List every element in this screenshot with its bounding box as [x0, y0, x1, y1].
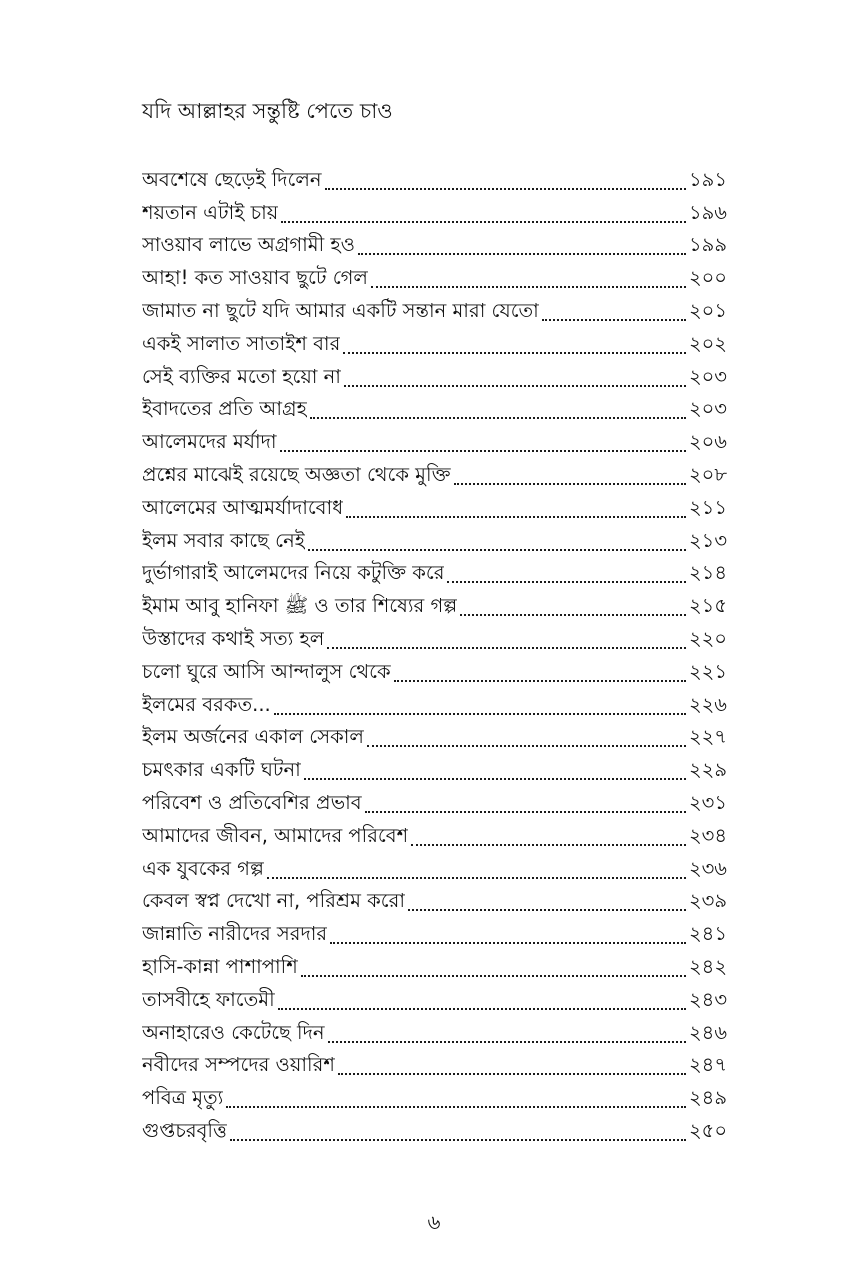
toc-entry-title: পবিত্র মৃত্যু [142, 1086, 224, 1110]
toc-entry-page-number: ২১৪ [689, 561, 727, 585]
dot-leader [338, 1073, 686, 1075]
toc-entry [142, 357, 727, 390]
toc-entry [142, 718, 727, 751]
toc-entry-page-number: ২৪৬ [688, 1020, 727, 1044]
dot-leader [358, 253, 686, 255]
toc-entry-page-number: ১৯১ [689, 167, 727, 191]
toc-entry-page-number: ২১১ [689, 495, 727, 519]
dot-leader [267, 877, 686, 879]
toc-entry [142, 586, 727, 619]
toc-entry [142, 1046, 727, 1079]
toc-entry-page-number: ২০৬ [688, 430, 727, 454]
toc-entry-page-number: ২২০ [688, 626, 727, 650]
dot-leader [411, 844, 686, 846]
toc-entry-title: প্রশ্নের মাঝেই রয়েছে অজ্ঞতা থেকে মুক্তি [142, 462, 451, 486]
toc-entry-title: ইলম সবার কাছে নেই [142, 528, 305, 552]
toc-entry [142, 947, 727, 980]
toc-entry-page-number: ১৯৯ [689, 233, 727, 257]
dot-leader [301, 975, 686, 977]
toc-entry-title: সেই ব্যক্তির মতো হয়ো না [142, 364, 341, 388]
toc-entry-title: ইমাম আবু হানিফা ﷺ ও তার শিষ্যের গল্প [142, 594, 458, 618]
toc-entry [142, 882, 727, 915]
toc-entry-title: তাসবীহে ফাতেমী [142, 987, 275, 1011]
toc-entry [142, 324, 727, 357]
dot-leader [327, 647, 686, 649]
toc-entry [142, 750, 727, 783]
dot-leader [408, 909, 686, 911]
toc-entry-page-number: ২৪১ [689, 922, 727, 946]
toc-entry [142, 652, 727, 685]
toc-entry-page-number: ২০৮ [688, 462, 727, 486]
toc-entry-page-number: ২৩৪ [688, 823, 727, 847]
toc-entry-title: কেবল স্বপ্ন দেখো না, পরিশ্রম করো [142, 889, 405, 913]
dot-leader [304, 778, 686, 780]
toc-entry-title: দুর্ভাগারাই আলেমদের নিয়ে কটুক্তি করে [142, 561, 445, 585]
page-number: ৬ [427, 1210, 441, 1234]
dot-leader [280, 450, 686, 452]
dot-leader [460, 614, 686, 616]
toc-entry [142, 390, 727, 423]
toc-entry-title: গুপ্তচরবৃত্তি [142, 1118, 227, 1142]
toc-entry-title: উস্তাদের কথাই সত্য হল [142, 626, 325, 650]
dot-leader [278, 1008, 686, 1010]
toc-entry-page-number: ১৯৬ [689, 200, 727, 224]
dot-leader [281, 221, 686, 223]
dot-leader [343, 352, 686, 354]
toc-entry-page-number: ২০৩ [688, 364, 727, 388]
toc-entry-title: ইলমের বরকত... [142, 692, 271, 716]
toc-entry-page-number: ২০৩ [688, 397, 727, 421]
dot-leader [226, 1106, 686, 1108]
toc-entry [142, 554, 727, 587]
toc-entry [142, 488, 727, 521]
toc-entry-title: জান্নাতি নারীদের সরদার [142, 922, 328, 946]
toc-entry-page-number: ২০২ [688, 331, 727, 355]
toc-entry [142, 1111, 727, 1144]
toc-entry-title: ইলম অর্জনের একাল সেকাল [142, 725, 364, 749]
toc-entry-title: চমৎকার একটি ঘটনা [142, 758, 301, 782]
dot-leader [310, 417, 686, 419]
dot-leader [308, 549, 686, 551]
toc-entry-page-number: ২১৩ [688, 528, 727, 552]
toc-entry-page-number: ২২৬ [688, 692, 727, 716]
toc-entry-title: একই সালাত সাতাইশ বার [142, 331, 341, 355]
toc-entry-title: ইবাদতের প্রতি আগ্রহ [142, 397, 307, 421]
toc-entry [142, 619, 727, 652]
dot-leader [274, 713, 686, 715]
toc-entry [142, 521, 727, 554]
toc-entry-title: শয়তান এটাই চায় [142, 200, 279, 224]
toc-entry-title: চলো ঘুরে আসি আন্দালুস থেকে [142, 659, 391, 683]
toc-entry [142, 160, 727, 193]
toc-entry-page-number: ২৪৭ [688, 1053, 727, 1077]
toc-entry-title: হাসি-কান্না পাশাপাশি [142, 954, 298, 978]
dot-leader [346, 516, 686, 518]
running-head: যদি আল্লাহর সন্তুষ্টি পেতে চাও [142, 99, 393, 123]
toc-entry-title: জামাত না ছুটে যদি আমার একটি সন্তান মারা যেতো [142, 298, 539, 322]
toc-entry-page-number: ২১৫ [689, 594, 727, 618]
toc-entry [142, 422, 727, 455]
dot-leader [447, 581, 686, 583]
toc-entry [142, 1013, 727, 1046]
toc-entry [142, 783, 727, 816]
dot-leader [365, 811, 686, 813]
toc-entry [142, 980, 727, 1013]
dot-leader [367, 745, 686, 747]
toc-entry-title: আলেমদের মর্যাদা [142, 430, 277, 454]
toc-entry [142, 455, 727, 488]
toc-entry-page-number: ২৪২ [688, 954, 727, 978]
toc-entry-title: সাওয়াব লাভে অগ্রগামী হও [142, 233, 355, 257]
toc-entry [142, 291, 727, 324]
toc-entry [142, 685, 727, 718]
toc-entry [142, 849, 727, 882]
toc-entry-page-number: ২৩১ [688, 790, 727, 814]
toc-entry [142, 914, 727, 947]
toc-entry-page-number: ২৩৯ [688, 889, 727, 913]
toc-entry-page-number: ২৪৯ [689, 1086, 727, 1110]
dot-leader [371, 286, 686, 288]
toc-entry [142, 226, 727, 259]
toc-entry-title: পরিবেশ ও প্রতিবেশির প্রভাব [142, 790, 362, 814]
toc-entry-page-number: ২৩৬ [688, 856, 727, 880]
toc-entry-title: আহা! কত সাওয়াব ছুটে গেল [142, 266, 368, 290]
toc-entry-page-number: ২২৯ [688, 758, 727, 782]
toc-entry-page-number: ২০০ [688, 266, 727, 290]
toc-entry [142, 1078, 727, 1111]
toc-entry [142, 816, 727, 849]
toc-entry-title: অনাহারেও কেটেছে দিন [142, 1020, 325, 1044]
toc-entry-page-number: ২৪৩ [688, 987, 727, 1011]
toc-entry-page-number: ২৫০ [688, 1118, 727, 1142]
toc-entry [142, 193, 727, 226]
dot-leader [394, 680, 686, 682]
toc-entry-title: নবীদের সম্পদের ওয়ারিশ [142, 1053, 335, 1077]
toc-entry-title: আমাদের জীবন, আমাদের পরিবেশ [142, 823, 409, 847]
dot-leader [344, 385, 686, 387]
toc-entry-page-number: ২২৭ [688, 725, 727, 749]
dot-leader [454, 483, 686, 485]
dot-leader [230, 1139, 686, 1141]
toc-entry-page-number: ২২১ [688, 659, 727, 683]
dot-leader [325, 188, 686, 190]
toc-entry-title: এক যুবকের গল্প [142, 856, 264, 880]
dot-leader [542, 319, 686, 321]
toc-entry-title: আলেমের আত্মমর্যাদাবোধ [142, 495, 344, 519]
toc-entry-page-number: ২০১ [688, 298, 727, 322]
toc-entry [142, 258, 727, 291]
dot-leader [330, 942, 686, 944]
dot-leader [328, 1041, 686, 1043]
toc-entry-title: অবশেষে ছেড়েই দিলেন [142, 167, 322, 191]
table-of-contents [142, 160, 727, 1144]
